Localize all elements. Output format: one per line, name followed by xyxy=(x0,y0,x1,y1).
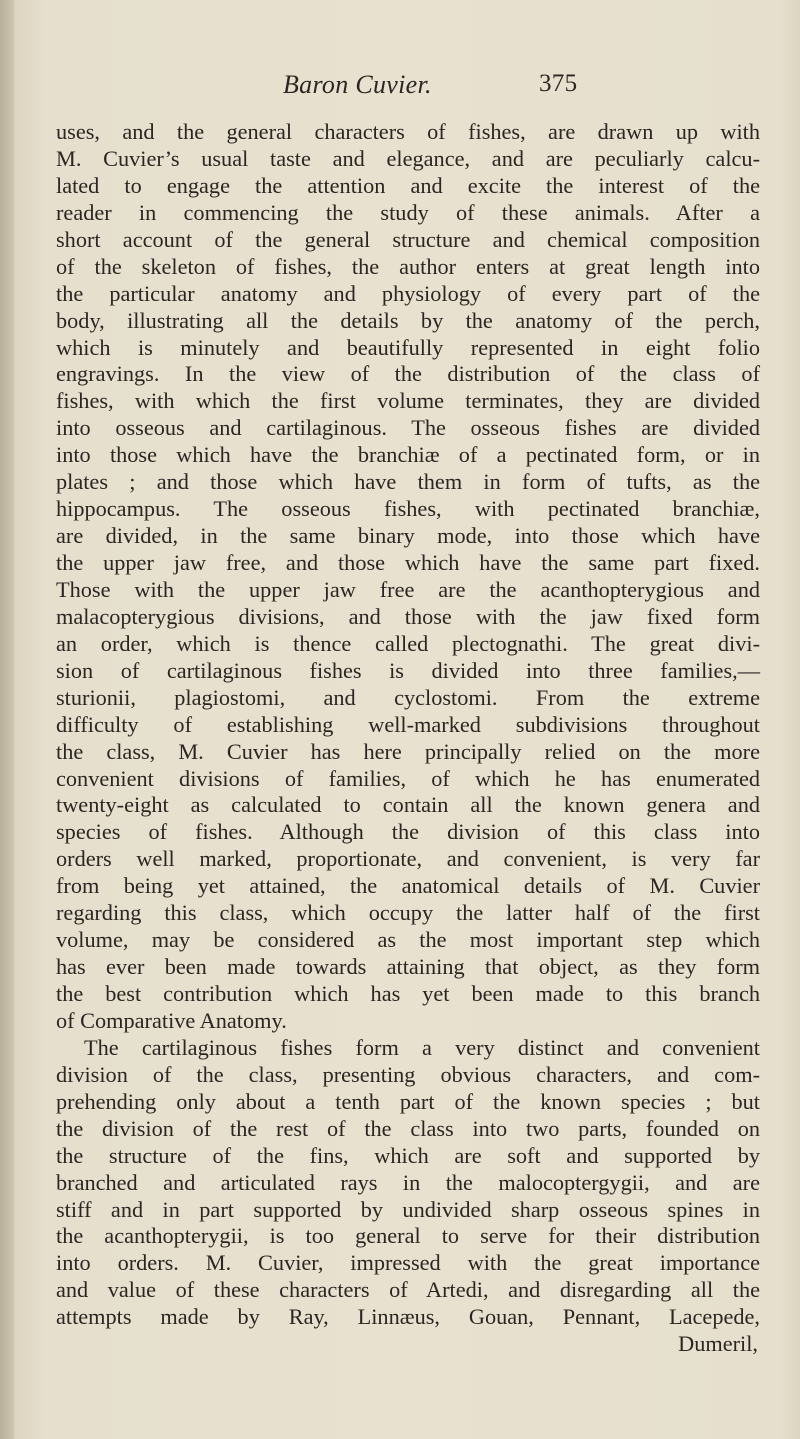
text-line: from being yet attained, the anatomical details of M. Cuvier xyxy=(56,873,760,899)
text-line: into osseous and cartilaginous. The osseous fishes are divided xyxy=(56,415,760,441)
text-line: prehending only about a tenth part of the known species ; but xyxy=(56,1088,760,1114)
text-line: twenty-eight as calculated to contain all the known genera and xyxy=(56,792,760,818)
text-line: into those which have the branchiæ of a pectinated form, or in xyxy=(56,442,760,468)
text-line: division of the class, presenting obvious characters, and com- xyxy=(56,1061,760,1087)
text-line: and value of these characters of Artedi, and disregarding all the xyxy=(56,1277,760,1303)
text-line: sion of cartilaginous fishes is divided into three families,— xyxy=(56,657,760,683)
text-line: attempts made by Ray, Linnæus, Gouan, Pennant, Lacepede, xyxy=(56,1304,760,1330)
binding-edge xyxy=(0,0,14,1439)
text-line: malacopterygious divisions, and those with the jaw fixed form xyxy=(56,603,760,629)
text-line: species of fishes. Although the division of this class into xyxy=(56,819,760,845)
text-line: stiff and in part supported by undivided sharp osseous spines in xyxy=(56,1196,760,1222)
text-line: plates ; and those which have them in form of tufts, as the xyxy=(56,469,760,495)
text-line: orders well marked, proportionate, and convenient, is very far xyxy=(56,846,760,872)
text-line: convenient divisions of families, of which he has enumerated xyxy=(56,765,760,791)
catchword: Dumeril, xyxy=(678,1331,758,1357)
text-line: body, illustrating all the details by the anatomy of the perch, xyxy=(56,307,760,333)
body-text xyxy=(56,119,760,1358)
text-line: sturionii, plagiostomi, and cyclostomi. From the extreme xyxy=(56,684,760,710)
text-line: has ever been made towards attaining that object, as they form xyxy=(56,954,760,980)
text-line: Those with the upper jaw free are the acanthopterygious and xyxy=(56,576,760,602)
text-line: regarding this class, which occupy the latter half of the first xyxy=(56,900,760,926)
text-line: fishes, with which the first volume terminates, they are divided xyxy=(56,388,760,414)
text-line: the division of the rest of the class into two parts, founded on xyxy=(56,1115,760,1141)
text-line: M. Cuvier’s usual taste and elegance, and are peculiarly calcu- xyxy=(56,145,760,171)
text-line: of the skeleton of fishes, the author enters at great length into xyxy=(56,253,760,279)
text-line: uses, and the general characters of fishes, are drawn up with xyxy=(56,119,760,144)
text-line: engravings. In the view of the distribution of the class of xyxy=(56,361,760,387)
page-number: 375 xyxy=(539,70,578,97)
text-line: the structure of the fins, which are soft and supported by xyxy=(56,1142,760,1168)
text-line: volume, may be considered as the most important step which xyxy=(56,927,760,953)
text-line: the upper jaw free, and those which have the same part fixed. xyxy=(56,550,760,575)
text-line: branched and articulated rays in the malocoptergygii, and are xyxy=(56,1169,760,1195)
text-line: reader in commencing the study of these animals. After a xyxy=(56,199,760,225)
text-line: The cartilaginous fishes form a very distinct and convenient xyxy=(84,1034,760,1060)
running-header xyxy=(283,70,583,100)
text-line: are divided, in the same binary mode, into those which have xyxy=(56,523,760,549)
text-line: difficulty of establishing well-marked subdivisions throughout xyxy=(56,711,760,737)
text-line: the acanthopterygii, is too general to serve for their distribution xyxy=(56,1223,760,1249)
text-line: hippocampus. The osseous fishes, with pectinated branchiæ, xyxy=(56,496,760,522)
text-line: the best contribution which has yet been made to this branch xyxy=(56,981,760,1006)
text-line: which is minutely and beautifully represented in eight folio xyxy=(56,334,760,360)
text-line: an order, which is thence called plectognathi. The great divi- xyxy=(56,630,760,656)
text-line: the particular anatomy and physiology of every part of the xyxy=(56,280,760,306)
text-line: into orders. M. Cuvier, impressed with the great importance xyxy=(56,1250,760,1276)
text-line: of Comparative Anatomy. xyxy=(56,1007,287,1033)
text-line: lated to engage the attention and excite the interest of the xyxy=(56,172,760,198)
text-line: short account of the general structure and chemical composition xyxy=(56,226,760,252)
text-line: the class, M. Cuvier has here principally relied on the more xyxy=(56,738,760,764)
running-title: Baron Cuvier. xyxy=(283,70,432,99)
